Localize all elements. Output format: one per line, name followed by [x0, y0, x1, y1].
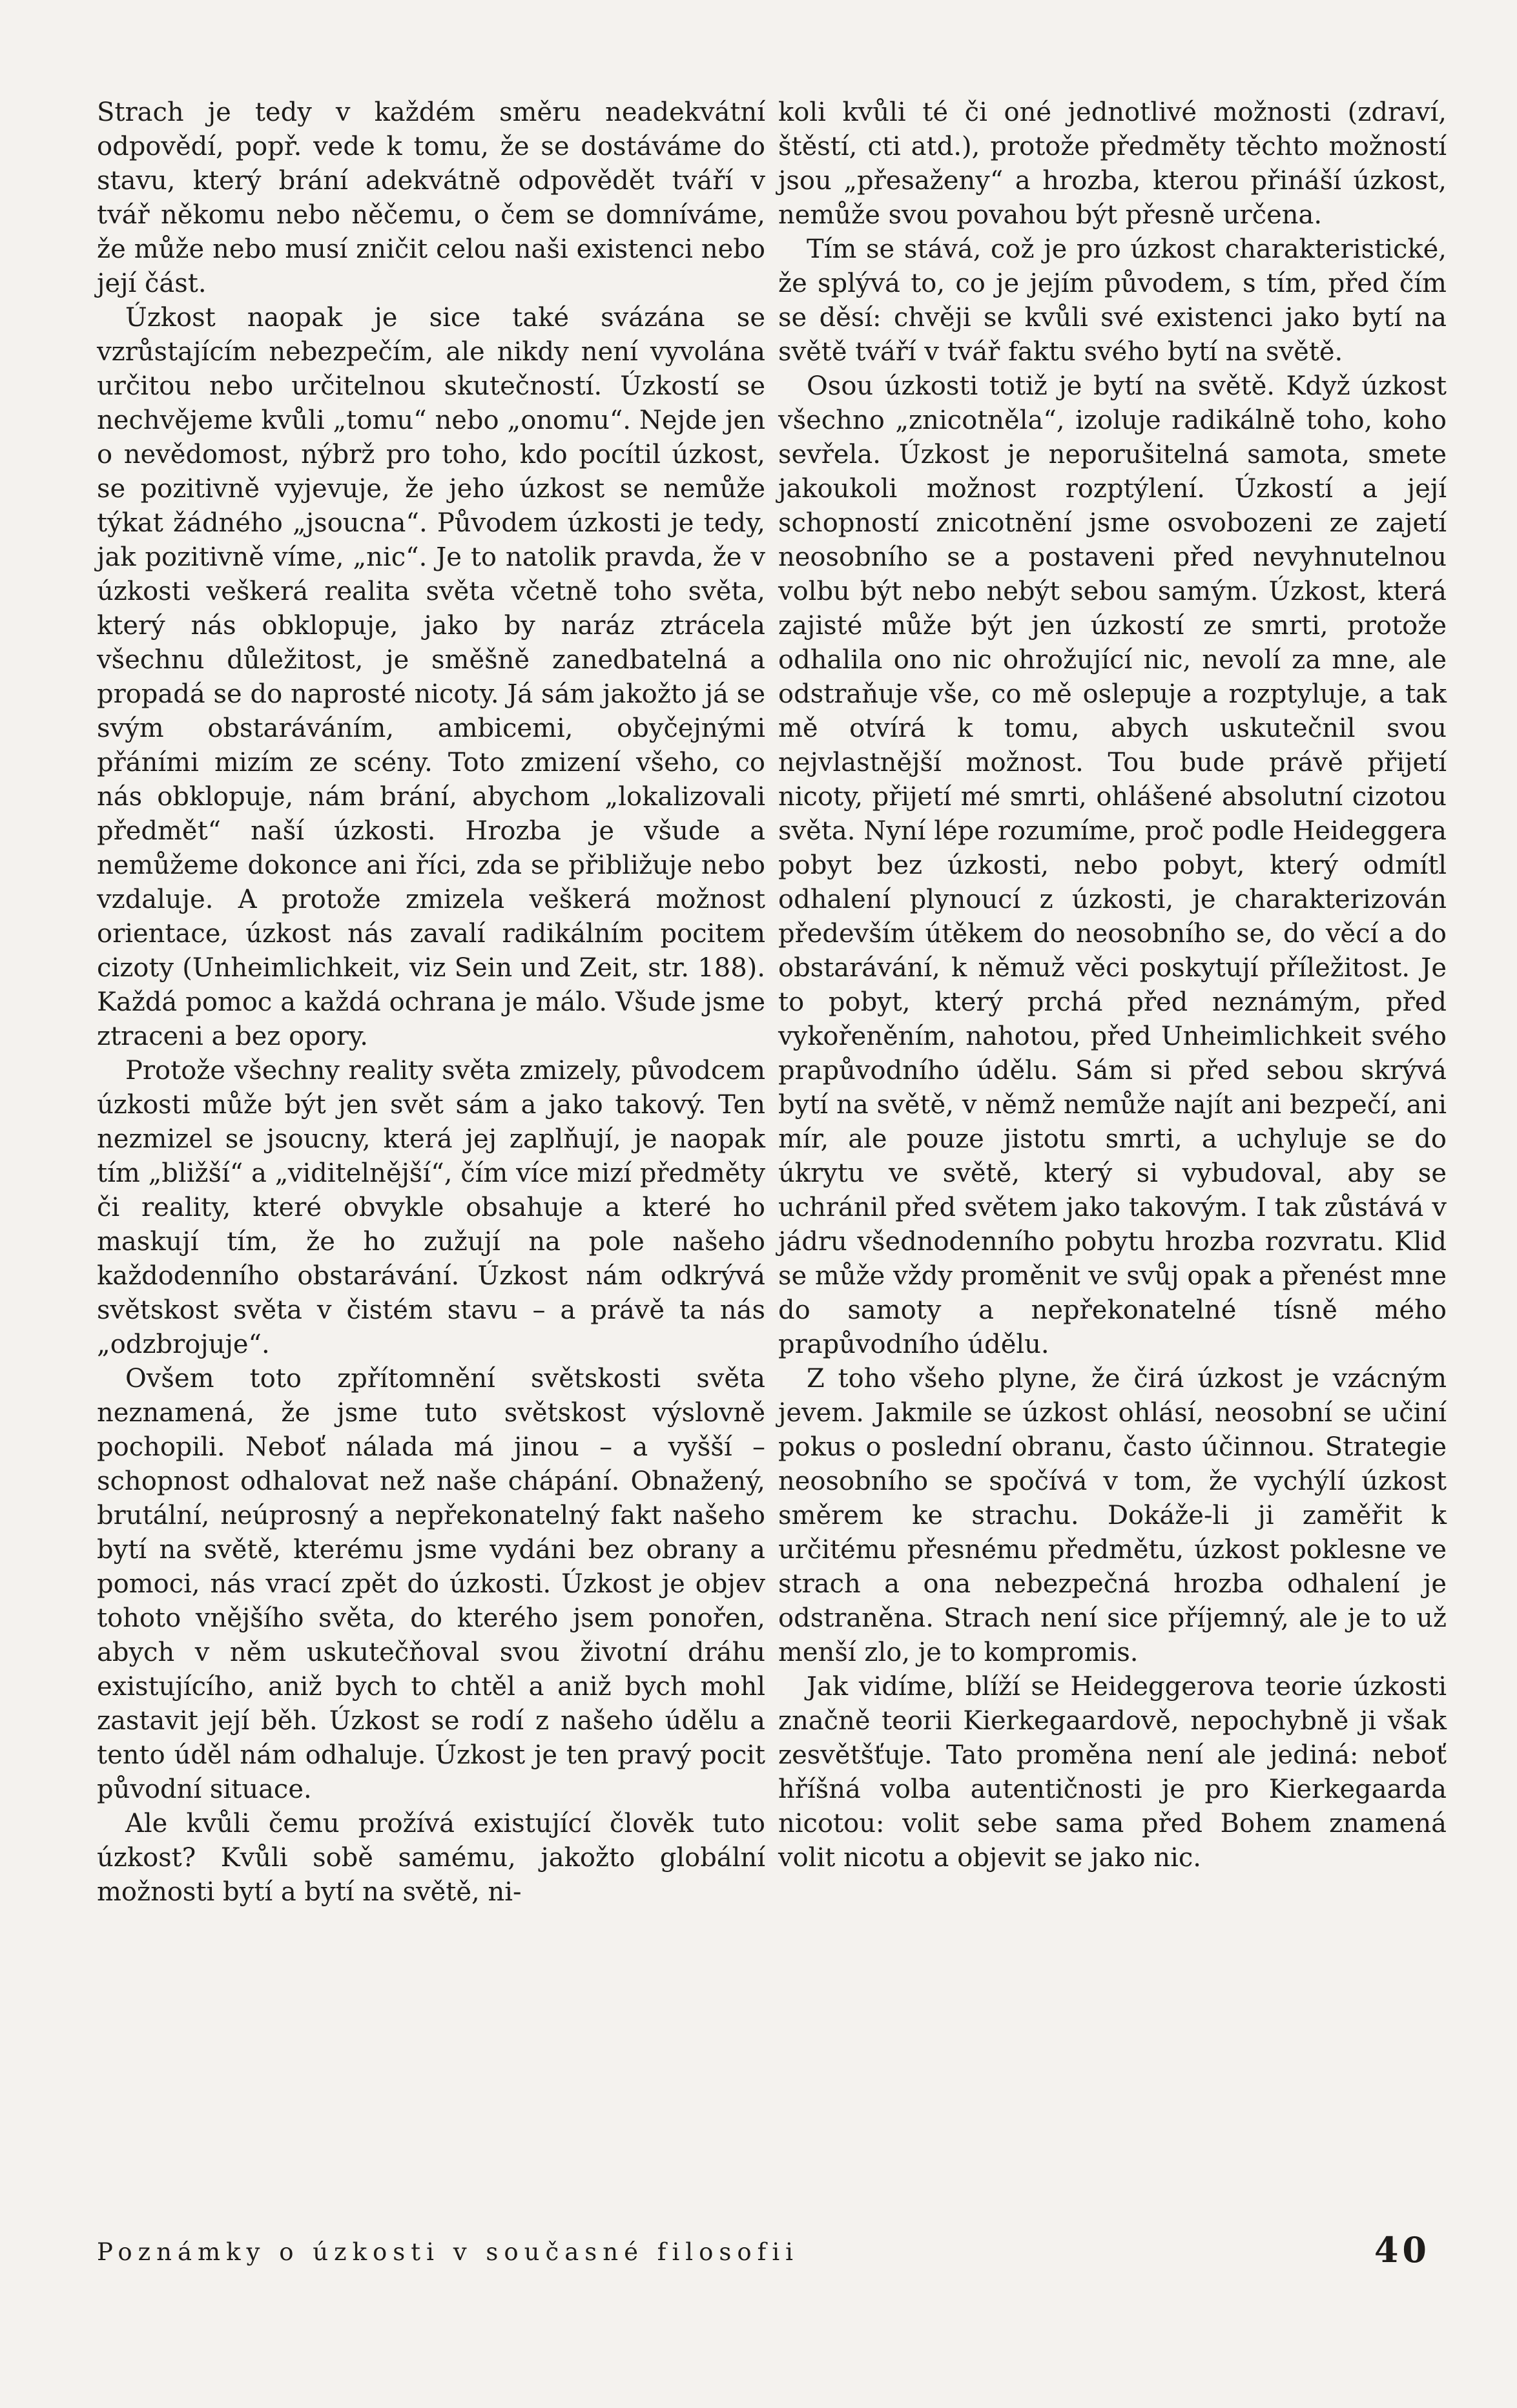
right-text-column	[778, 96, 1447, 1875]
paragraph: Úzkost naopak je sice také svázána se vzrůstajícím nebezpečím, ale nikdy není vyvolána určitou nebo určitelnou skutečností. Úzkostí se nechvějeme kvůli „tomu“ nebo „onomu“. Nejde jen o nevědomost, nýbrž pro toho, kdo pocítil úzkost, se pozitivně vyjevuje, že jeho úzkost se nemůže týkat žádného „jsoucna“. Původem úzkosti je tedy, jak pozitivně víme, „nic“. Je to natolik pravda, že v úzkosti veškerá realita světa včetně toho světa, který nás obklopuje, jako by naráz ztrácela všechnu důležitost, je směšně zanedbatelná a propadá se do naprosté nicoty. Já sám jakožto já se svým obstaráváním, ambicemi, obyčejnými přáními mizím ze scény. Toto zmizení všeho, co nás obklopuje, nám brání, abychom „lokalizovali předmět“ naší úzkosti. Hrozba je všude a nemůžeme dokonce ani říci, zda se přibližuje nebo vzdaluje. A protože zmizela veškerá možnost orientace, úzkost nás zavalí radikálním pocitem cizoty (Unheimlichkeit, viz Sein und Zeit, str. 188). Každá pomoc a každá ochrana je málo. Všude jsme ztraceni a bez opory.	[97, 303, 765, 1051]
left-text-column	[97, 96, 765, 1909]
page-footer	[97, 2229, 1430, 2274]
running-title: Poznámky o úzkosti v současné filosofii	[97, 2238, 800, 2266]
paragraph: Z toho všeho plyne, že čirá úzkost je vzácným jevem. Jakmile se úzkost ohlásí, neosobní se učiní pokus o poslední obranu, často účinnou. Strategie neosobního se spočívá v tom, že vychýlí úzkost směrem ke strachu. Dokáže-li ji zaměřit k určitému přesnému předmětu, úzkost poklesne ve strach a ona nebezpečná hrozba odhalení je odstraněna. Strach není sice příjemný, ale je to už menší zlo, je to kompromis.	[778, 1364, 1447, 1667]
paragraph: Jak vidíme, blíží se Heideggerova teorie úzkosti značně teorii Kierkegaardově, nepochybně ji však zesvětšťuje. Tato proměna není ale jediná: neboť hříšná volba autentičnosti je pro Kierkegaarda nicotou: volit sebe sama před Bohem znamená volit nicotu a objevit se jako nic.	[778, 1672, 1447, 1873]
page-number: 40	[1374, 2229, 1430, 2270]
paragraph: Tím se stává, což je pro úzkost charakteristické, že splývá to, co je jejím původem, s tím, před čím se děsí: chvěji se kvůli své existenci jako bytí na světě tváří v tvář faktu svého bytí na světě.	[778, 234, 1447, 367]
paragraph: Ovšem toto zpřítomnění světskosti světa neznamená, že jsme tuto světskost výslovně pochopili. Neboť nálada má jinou – a vyšší – schopnost odhalovat než naše chápání. Obnažený, brutální, neúprosný a nepřekonatelný fakt našeho bytí na světě, kterému jsme vydáni bez obrany a pomoci, nás vrací zpět do úzkosti. Úzkost je objev tohoto vnějšího světa, do kterého jsem ponořen, abych v něm uskutečňoval svou životní dráhu existujícího, aniž bych to chtěl a aniž bych mohl zastavit její běh. Úzkost se rodí z našeho údělu a tento úděl nám odhaluje. Úzkost je ten pravý pocit původní situace.	[97, 1364, 765, 1804]
paragraph: Protože všechny reality světa zmizely, původcem úzkosti může být jen svět sám a jako takový. Ten nezmizel se jsoucny, která jej zaplňují, je naopak tím „bližší“ a „viditelnější“, čím více mizí předměty či reality, které obvykle obsahuje a které ho maskují tím, že ho zužují na pole našeho každodenního obstarávání. Úzkost nám odkrývá světskost světa v čistém stavu – a právě ta nás „odzbrojuje“.	[97, 1056, 765, 1359]
paragraph: Ale kvůli čemu prožívá existující člověk tuto úzkost? Kvůli sobě samému, jakožto globální možnosti bytí a bytí na světě, ni-	[97, 1809, 765, 1907]
paragraph: Strach je tedy v každém směru neadekvátní odpovědí, popř. vede k tomu, že se dostáváme do stavu, který brání adekvátně odpovědět tváří v tvář někomu nebo něčemu, o čem se domníváme, že může nebo musí zničit celou naši existenci nebo její část.	[97, 98, 765, 298]
paragraph: Osou úzkosti totiž je bytí na světě. Když úzkost všechno „znicotněla“, izoluje radikálně toho, koho sevřela. Úzkost je neporušitelná samota, smete jakoukoli možnost rozptýlení. Úzkostí a její schopností znicotnění jsme osvobozeni ze zajetí neosobního se a postaveni před nevyhnutelnou volbu být nebo nebýt sebou samým. Úzkost, která zajisté může být jen úzkostí ze smrti, protože odhalila ono nic ohrožující nic, nevolí za mne, ale odstraňuje vše, co mě oslepuje a rozptyluje, a tak mě otvírá k tomu, abych uskutečnil svou nejvlastnější možnost. Tou bude právě přijetí nicoty, přijetí mé smrti, ohlášené absolutní cizotou světa. Nyní lépe rozumíme, proč podle Heideggera pobyt bez úzkosti, nebo pobyt, který odmítl odhalení plynoucí z úzkosti, je charakterizován především útěkem do neosobního se, do věcí a do obstarávání, k němuž věci poskytují příležitost. Je to pobyt, který prchá před neznámým, před vykořeněním, nahotou, před Unheimlichkeit svého prapůvodního údělu. Sám si před sebou skrývá bytí na světě, v němž nemůže najít ani bezpečí, ani mír, ale pouze jistotu smrti, a uchyluje se do úkrytu ve světě, který si vybudoval, aby se uchránil před světem jako takovým. I tak zůstává v jádru všednodenního pobytu hrozba rozvratu. Klid se může vždy proměnit ve svůj opak a přenést mne do samoty a nepřekonatelné tísně mého prapůvodního údělu.	[778, 371, 1447, 1359]
paragraph: koli kvůli té či oné jednotlivé možnosti (zdraví, štěstí, cti atd.), protože předměty těchto možností jsou „přesaženy“ a hrozba, kterou přináší úzkost, nemůže svou povahou být přesně určena.	[778, 98, 1447, 230]
